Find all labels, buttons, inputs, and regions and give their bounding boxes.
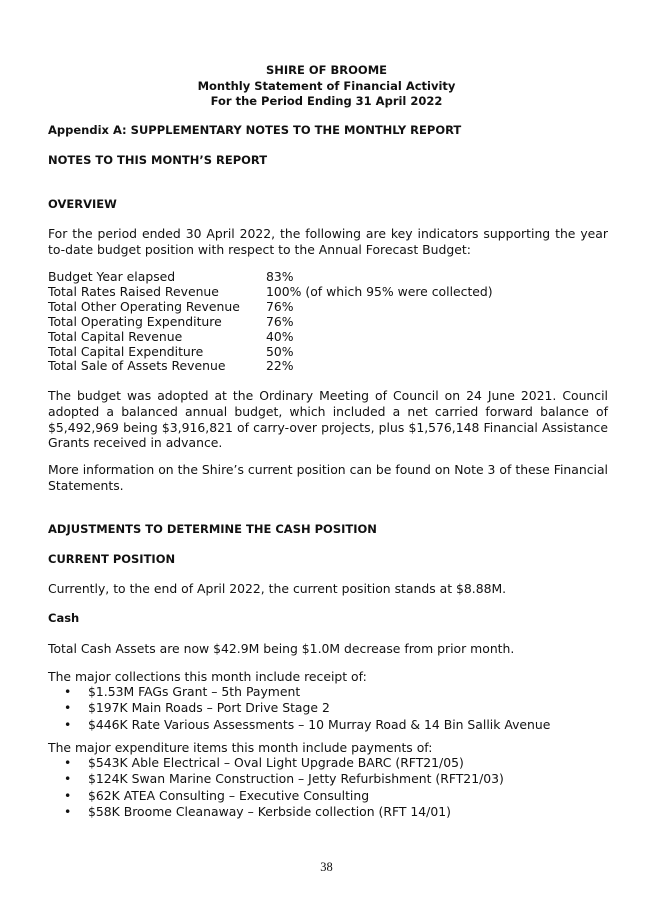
header-report-title: Monthly Statement of Financial Activity (197, 78, 456, 93)
indicator-label: Budget Year elapsed (48, 269, 176, 284)
header-period: For the Period Ending 31 April 2022 (210, 94, 443, 108)
indicator-label: Total Operating Expenditure (48, 313, 222, 329)
indicator-value: 76% (266, 313, 294, 329)
notes-heading: NOTES TO THIS MONTH’S REPORT (48, 153, 268, 167)
indicator-value: 40% (266, 328, 294, 344)
cash-text: Total Cash Assets are now $42.9M being $1.0M decrease from prior month. (48, 641, 515, 656)
current-position-heading: CURRENT POSITION (48, 552, 176, 566)
list-item: • $543K Able Electrical – Oval Light Upgrade BARC (RFT21/05) (64, 755, 604, 771)
indicator-label: Total Sale of Assets Revenue (48, 358, 226, 374)
indicator-value: 50% (266, 343, 294, 359)
cash-heading: Cash (48, 611, 80, 625)
current-position-text: Currently, to the end of April 2022, the current position stands at $8.88M. (48, 581, 507, 596)
list-item: • $1.53M FAGs Grant – 5th Payment (64, 684, 604, 700)
collections-list (64, 684, 604, 733)
indicator-row (48, 285, 608, 300)
indicator-value: 22% (266, 358, 294, 374)
indicator-row (48, 330, 608, 345)
indicator-label: Total Capital Revenue (48, 328, 183, 344)
indicator-value: 76% (266, 298, 294, 314)
indicator-row (48, 359, 608, 374)
overview-heading: OVERVIEW (48, 197, 117, 211)
list-item: • $58K Broome Cleanaway – Kerbside collection (RFT 14/01) (64, 804, 604, 820)
indicator-row (48, 300, 608, 315)
list-item: • $62K ATEA Consulting – Executive Consulting (64, 788, 604, 804)
header-organisation: SHIRE OF BROOME (265, 63, 387, 77)
appendix-heading: Appendix A: SUPPLEMENTARY NOTES TO THE MONTHLY REPORT (48, 123, 462, 137)
page-number: 38 (320, 860, 333, 874)
indicator-row (48, 315, 608, 330)
report-header (0, 63, 653, 110)
list-item: • $197K Main Roads – Port Drive Stage 2 (64, 700, 604, 716)
budget-adoption-paragraph: The budget was adopted at the Ordinary Meeting of Council on 24 June 2021. Council adopted a balanced annual budget, which included a net carried forward balance of $5,492,969 being $3,916,821 of carry-over projects, plus $1,576,148 Financial Assistance Grants received in advance. (48, 388, 608, 451)
overview-intro: For the period ended 30 April 2022, the following are key indicators supporting the year to-date budget position with respect to the Annual Forecast Budget: (48, 226, 608, 257)
key-indicators-list (48, 270, 608, 374)
collections-intro: The major collections this month include receipt of: (48, 669, 367, 684)
indicator-value: 83% (266, 269, 294, 284)
more-info-paragraph: More information on the Shire’s current position can be found on Note 3 of these Financial Statements. (48, 462, 608, 493)
indicator-label: Total Other Operating Revenue (48, 298, 240, 314)
indicator-label: Total Capital Expenditure (48, 343, 204, 359)
list-item: • $446K Rate Various Assessments – 10 Murray Road & 14 Bin Sallik Avenue (64, 717, 604, 733)
indicator-row (48, 270, 608, 285)
list-item: • $124K Swan Marine Construction – Jetty Refurbishment (RFT21/03) (64, 771, 604, 787)
adjustments-heading: ADJUSTMENTS TO DETERMINE THE CASH POSITION (48, 522, 377, 536)
expenditure-intro: The major expenditure items this month include payments of: (48, 740, 433, 755)
indicator-value: 100% (of which 95% were collected) (266, 283, 493, 299)
indicator-row (48, 345, 608, 360)
expenditure-list (64, 755, 604, 820)
indicator-label: Total Rates Raised Revenue (48, 283, 219, 299)
